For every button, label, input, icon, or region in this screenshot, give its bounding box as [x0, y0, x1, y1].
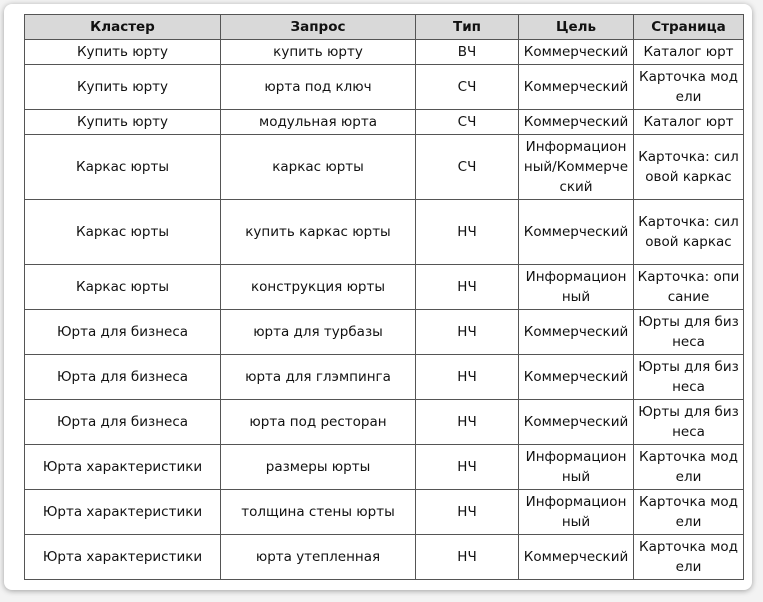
cell-page: Карточка модели	[634, 535, 744, 580]
cell-cluster: Юрта характеристики	[25, 535, 221, 580]
cell-type: НЧ	[416, 310, 519, 355]
cell-type: СЧ	[416, 135, 519, 200]
table-row	[25, 110, 744, 135]
cell-query: конструкция юрты	[221, 265, 416, 310]
keyword-table	[24, 14, 744, 580]
cell-goal: Коммерческий	[519, 535, 634, 580]
cell-goal: Информационный/Коммерческий	[519, 135, 634, 200]
cell-page: Юрты для бизнеса	[634, 310, 744, 355]
cell-query: купить каркас юрты	[221, 200, 416, 265]
table-row	[25, 535, 744, 580]
cell-type: НЧ	[416, 200, 519, 265]
header-page: Страница	[634, 15, 744, 40]
cell-goal: Коммерческий	[519, 65, 634, 110]
cell-cluster: Юрта характеристики	[25, 490, 221, 535]
cell-query: толщина стены юрты	[221, 490, 416, 535]
cell-goal: Коммерческий	[519, 110, 634, 135]
cell-type: НЧ	[416, 535, 519, 580]
header-goal: Цель	[519, 15, 634, 40]
cell-page: Карточка: описание	[634, 265, 744, 310]
header-type: Тип	[416, 15, 519, 40]
header-cluster: Кластер	[25, 15, 221, 40]
table-row	[25, 135, 744, 200]
cell-page: Карточка модели	[634, 65, 744, 110]
header-query: Запрос	[221, 15, 416, 40]
cell-goal: Коммерческий	[519, 40, 634, 65]
cell-cluster: Купить юрту	[25, 40, 221, 65]
cell-goal: Коммерческий	[519, 400, 634, 445]
cell-page: Каталог юрт	[634, 40, 744, 65]
cell-type: НЧ	[416, 265, 519, 310]
cell-query: юрта утепленная	[221, 535, 416, 580]
cell-type: НЧ	[416, 400, 519, 445]
table-card	[4, 4, 752, 590]
cell-cluster: Купить юрту	[25, 65, 221, 110]
cell-cluster: Каркас юрты	[25, 200, 221, 265]
cell-page: Юрты для бизнеса	[634, 355, 744, 400]
cell-query: купить юрту	[221, 40, 416, 65]
cell-page: Карточка: силовой каркас	[634, 135, 744, 200]
table-row	[25, 40, 744, 65]
cell-query: размеры юрты	[221, 445, 416, 490]
cell-page: Карточка модели	[634, 445, 744, 490]
table-row	[25, 265, 744, 310]
cell-goal: Коммерческий	[519, 310, 634, 355]
table-row	[25, 65, 744, 110]
cell-cluster: Купить юрту	[25, 110, 221, 135]
cell-type: НЧ	[416, 445, 519, 490]
cell-cluster: Юрта для бизнеса	[25, 400, 221, 445]
table-row	[25, 310, 744, 355]
cell-cluster: Каркас юрты	[25, 135, 221, 200]
cell-type: НЧ	[416, 490, 519, 535]
cell-goal: Информационный	[519, 265, 634, 310]
cell-goal: Информационный	[519, 490, 634, 535]
table-row	[25, 445, 744, 490]
cell-query: юрта для глэмпинга	[221, 355, 416, 400]
cell-query: юрта под ключ	[221, 65, 416, 110]
cell-goal: Информационный	[519, 445, 634, 490]
table-row	[25, 200, 744, 265]
cell-cluster: Каркас юрты	[25, 265, 221, 310]
cell-cluster: Юрта для бизнеса	[25, 355, 221, 400]
table-row	[25, 400, 744, 445]
cell-type: СЧ	[416, 65, 519, 110]
cell-query: юрта для турбазы	[221, 310, 416, 355]
header-row	[25, 15, 744, 40]
table-row	[25, 355, 744, 400]
cell-goal: Коммерческий	[519, 355, 634, 400]
cell-goal: Коммерческий	[519, 200, 634, 265]
cell-page: Карточка модели	[634, 490, 744, 535]
cell-query: каркас юрты	[221, 135, 416, 200]
cell-type: ВЧ	[416, 40, 519, 65]
cell-page: Юрты для бизнеса	[634, 400, 744, 445]
cell-page: Каталог юрт	[634, 110, 744, 135]
table-row	[25, 490, 744, 535]
cell-query: юрта под ресторан	[221, 400, 416, 445]
cell-type: НЧ	[416, 355, 519, 400]
cell-cluster: Юрта характеристики	[25, 445, 221, 490]
cell-page: Карточка: силовой каркас	[634, 200, 744, 265]
cell-query: модульная юрта	[221, 110, 416, 135]
cell-cluster: Юрта для бизнеса	[25, 310, 221, 355]
cell-type: СЧ	[416, 110, 519, 135]
